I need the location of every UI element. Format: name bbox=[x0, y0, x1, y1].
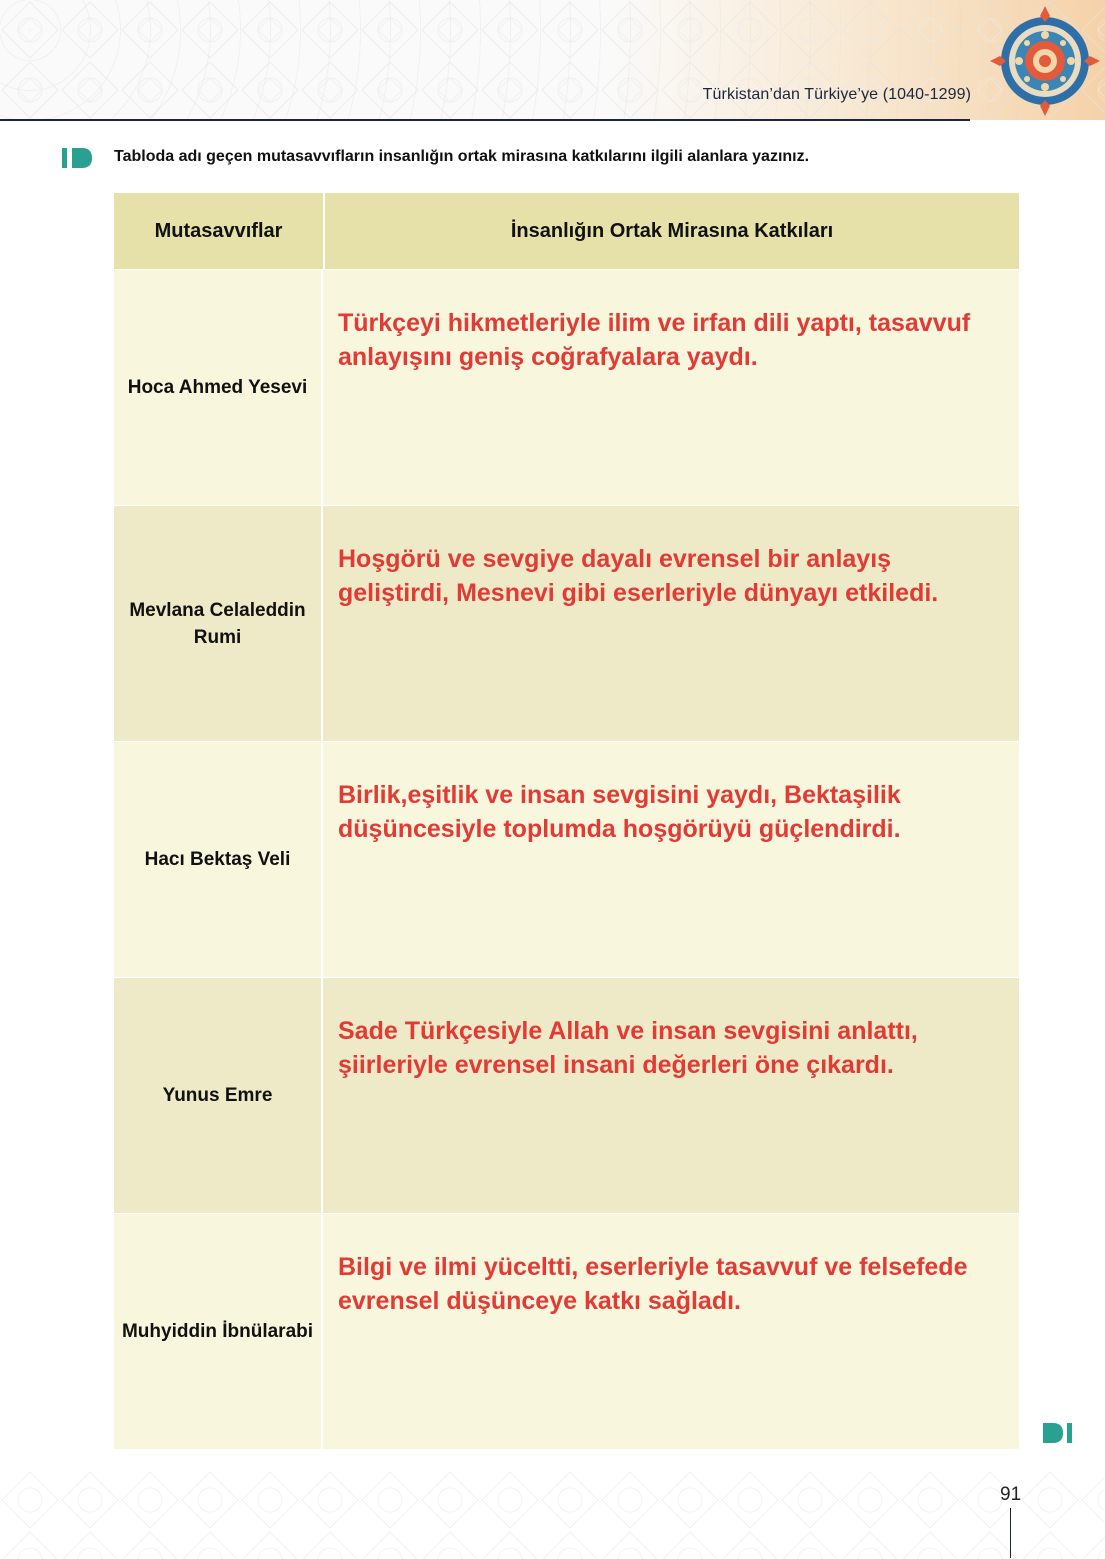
page-number-rule bbox=[1010, 1508, 1011, 1558]
header-divider bbox=[0, 119, 970, 121]
column-header-contributions: İnsanlığın Ortak Mirasına Katkıları bbox=[510, 219, 834, 242]
column-header-sufis: Mutasavvıflar bbox=[114, 193, 325, 269]
contributions-table bbox=[114, 193, 1019, 1449]
sufi-name: Mevlana Celaleddin Rumi bbox=[114, 506, 323, 741]
contribution-answer[interactable]: Türkçeyi hikmetleriyle ilim ve irfan dili yaptı, tasavvuf anlayışını geniş coğrafyalara yaydı. bbox=[338, 309, 971, 371]
instruction-text: Tabloda adı geçen mutasavvıfların insanlığın ortak mirasına katkılarını ilgili alanlara yazınız. bbox=[114, 148, 810, 165]
table-row bbox=[114, 1213, 1019, 1449]
sufi-name: Muhyiddin İbnülarabi bbox=[114, 1214, 323, 1449]
sufi-name: Hoca Ahmed Yesevi bbox=[114, 270, 323, 505]
page-number: 91 bbox=[1000, 1484, 1022, 1505]
table-row bbox=[114, 505, 1019, 741]
medallion-ornament bbox=[986, 2, 1104, 120]
sufi-name: Yunus Emre bbox=[114, 978, 323, 1213]
contribution-answer[interactable]: Hoşgörü ve sevgiye dayalı evrensel bir anlayış geliştirdi, Mesnevi gibi eserleriyle dünyayı etkiledi. bbox=[338, 545, 939, 607]
table-header-row bbox=[114, 193, 1019, 269]
play-marker-icon bbox=[62, 146, 94, 170]
contribution-answer[interactable]: Bilgi ve ilmi yüceltti, eserleriyle tasavvuf ve felsefede evrensel düşünceye katkı sağladı. bbox=[338, 1253, 968, 1315]
sufi-name: Hacı Bektaş Veli bbox=[114, 742, 323, 977]
footer-pattern bbox=[0, 1470, 1105, 1559]
table-row bbox=[114, 741, 1019, 977]
contribution-answer[interactable]: Sade Türkçesiyle Allah ve insan sevgisini anlattı, şiirleriyle evrensel insani değerleri öne çıkardı. bbox=[338, 1017, 918, 1079]
chapter-title: Türkistan’dan Türkiye’ye (1040-1299) bbox=[702, 86, 971, 103]
table-row bbox=[114, 269, 1019, 505]
table-row bbox=[114, 977, 1019, 1213]
next-page-icon[interactable] bbox=[1043, 1420, 1073, 1446]
contribution-answer[interactable]: Birlik,eşitlik ve insan sevgisini yaydı, Bektaşilik düşüncesiyle toplumda hoşgörüyü güçlendirdi. bbox=[338, 781, 901, 843]
